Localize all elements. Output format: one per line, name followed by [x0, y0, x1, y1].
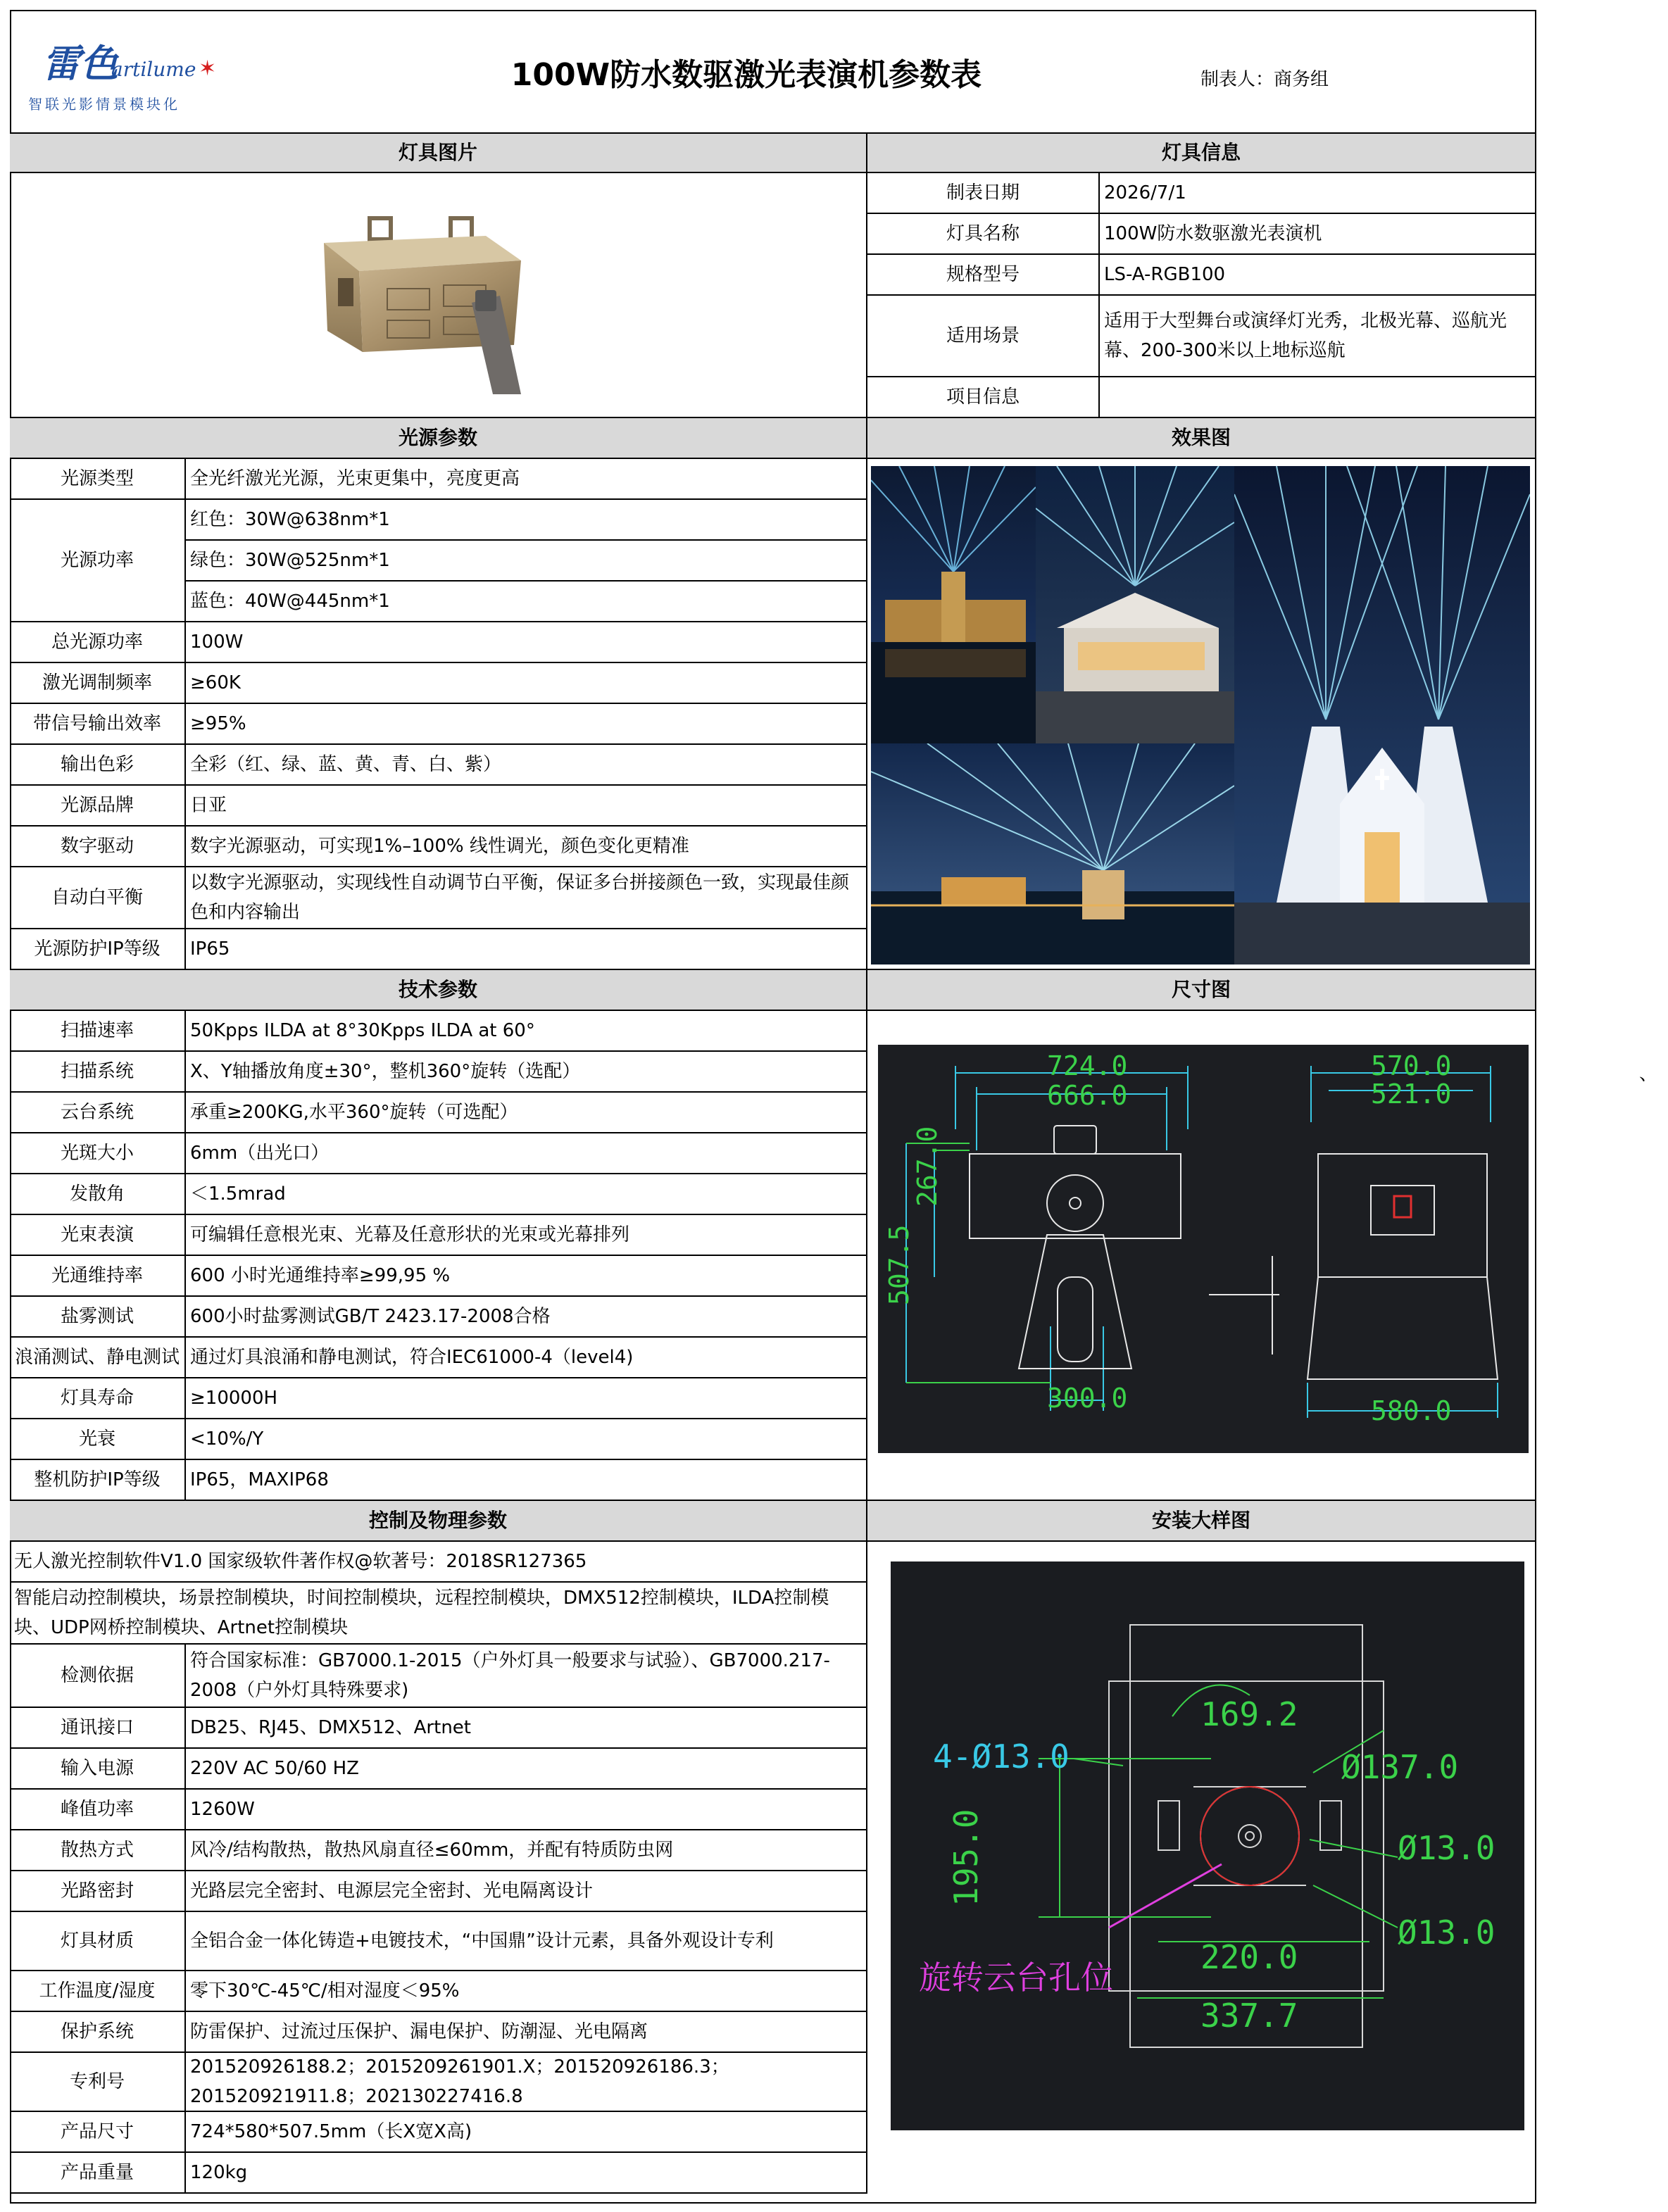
install-drawing: [891, 1561, 1524, 2130]
control-value: 120kg: [186, 2153, 867, 2194]
control-value: 201520926188.2；2015209261901.X；201520926186.3；201520921911.8；202130227416.8: [186, 2053, 867, 2112]
dim-label: 724.0: [1047, 1050, 1128, 1081]
control-label: 专利号: [10, 2053, 186, 2112]
control-value: 光路层完全密封、电源层完全密封、光电隔离设计: [186, 1871, 867, 1912]
tech-value: <10%/Y: [186, 1419, 867, 1460]
tech-label: 浪涌测试、静电测试: [10, 1338, 186, 1378]
info-value: 2026/7/1: [1100, 173, 1536, 214]
section-header: 尺寸图: [867, 970, 1536, 1011]
light-value: 100W: [186, 622, 867, 663]
tech-value: 可编辑任意根光束、光幕及任意形状的光束或光幕排列: [186, 1215, 867, 1256]
control-label: 产品重量: [10, 2153, 186, 2194]
light-label: 输出色彩: [10, 745, 186, 786]
tech-label: 盐雾测试: [10, 1297, 186, 1338]
tech-label: 光斑大小: [10, 1133, 186, 1174]
control-value: 风冷/结构散热，散热风扇直径≤60mm，并配有特质防虫网: [186, 1830, 867, 1871]
light-label: 总光源功率: [10, 622, 186, 663]
light-value: 全光纤激光光源，光束更集中，亮度更高: [186, 459, 867, 500]
header-box: [10, 10, 1536, 134]
light-label: 光源品牌: [10, 786, 186, 827]
info-label: 规格型号: [867, 255, 1100, 296]
light-label: 带信号输出效率: [10, 704, 186, 745]
info-label: 适用场景: [867, 296, 1100, 377]
effect-photo-bridge: [871, 743, 1234, 964]
tech-value: 600 小时光通维持率≥99,95 %: [186, 1256, 867, 1297]
tech-label: 光通维持率: [10, 1256, 186, 1297]
light-value: 红色：30W@638nm*1: [186, 500, 867, 541]
section-header: 效果图: [867, 418, 1536, 459]
logo-cn: 雷色: [42, 41, 118, 86]
install-label: 4-Ø13.0: [933, 1737, 1070, 1776]
light-label: 光源类型: [10, 459, 186, 500]
tech-value: 通过灯具浪涌和静电测试，符合IEC61000-4（level4): [186, 1338, 867, 1378]
install-label: 337.7: [1200, 1997, 1298, 2035]
info-value: LS-A-RGB100: [1100, 255, 1536, 296]
control-label: 检测依据: [10, 1645, 186, 1708]
control-label: 工作温度/湿度: [10, 1971, 186, 2012]
tech-label: 灯具寿命: [10, 1378, 186, 1419]
maker-label: 制表人：商务组: [1200, 69, 1329, 90]
light-value: 蓝色：40W@445nm*1: [186, 582, 867, 622]
lamp-product-image: [310, 211, 542, 401]
dim-label: 570.0: [1371, 1050, 1452, 1081]
control-label: 输入电源: [10, 1749, 186, 1790]
control-label: 产品尺寸: [10, 2112, 186, 2153]
dim-label: 507.5: [884, 1224, 915, 1305]
effect-photo-castle: [871, 466, 1036, 743]
page-title: 100W防水数驱激光表演机参数表: [510, 57, 982, 93]
dim-label: 300.0: [1047, 1383, 1128, 1414]
info-label: 项目信息: [867, 377, 1100, 418]
stray-mark: 、: [1639, 1064, 1658, 1085]
info-value: 100W防水数驱激光表演机: [1100, 214, 1536, 255]
dim-label: 580.0: [1371, 1395, 1452, 1426]
dim-label: 267.0: [912, 1126, 943, 1207]
install-label: 169.2: [1200, 1695, 1298, 1733]
light-value: 数字光源驱动，可实现1%–100% 线性调光，颜色变化更精准: [186, 827, 867, 867]
section-header: 安装大样图: [867, 1501, 1536, 1542]
control-value: DB25、RJ45、DMX512、Artnet: [186, 1708, 867, 1749]
light-label: 光源防护IP等级: [10, 929, 186, 970]
install-label: Ø13.0: [1398, 1913, 1495, 1952]
effect-photo-building: [1036, 466, 1234, 743]
dim-label: 666.0: [1047, 1080, 1128, 1111]
tech-value: 6mm（出光口）: [186, 1133, 867, 1174]
tech-value: 承重≥200KG,水平360°旋转（可选配）: [186, 1093, 867, 1133]
control-value: 1260W: [186, 1790, 867, 1830]
section-header: 灯具信息: [867, 134, 1536, 173]
light-label: 数字驱动: [10, 827, 186, 867]
control-label: 光路密封: [10, 1871, 186, 1912]
light-value: 日亚: [186, 786, 867, 827]
info-label: 制表日期: [867, 173, 1100, 214]
light-value: 全彩（红、绿、蓝、黄、青、白、紫）: [186, 745, 867, 786]
logo-en: artilume: [111, 58, 196, 81]
section-header: 光源参数: [10, 418, 867, 459]
logo-star-icon: ✶: [199, 56, 217, 81]
tech-value: ＜1.5mrad: [186, 1174, 867, 1215]
install-label: 220.0: [1200, 1938, 1298, 1976]
section-header: 控制及物理参数: [10, 1501, 867, 1542]
light-value: 以数字光源驱动，实现线性自动调节白平衡，保证多台拼接颜色一致，实现最佳颜色和内容输出: [186, 867, 867, 929]
tech-label: 发散角: [10, 1174, 186, 1215]
light-label: 激光调制频率: [10, 663, 186, 704]
info-value: [1100, 377, 1536, 418]
install-label: 195.0: [947, 1809, 985, 1906]
control-value: 防雷保护、过流过压保护、漏电保护、防潮湿、光电隔离: [186, 2012, 867, 2053]
tech-label: 光束表演: [10, 1215, 186, 1256]
logo-slogan: 智联光影情景模块化: [28, 96, 180, 113]
control-label: 散热方式: [10, 1830, 186, 1871]
tech-value: IP65，MAXIP68: [186, 1460, 867, 1501]
control-label: 灯具材质: [10, 1912, 186, 1971]
control-value: 零下30℃-45℃/相对湿度＜95%: [186, 1971, 867, 2012]
light-value: ≥95%: [186, 704, 867, 745]
tech-label: 扫描速率: [10, 1011, 186, 1052]
tech-value: ≥10000H: [186, 1378, 867, 1419]
install-label: Ø137.0: [1341, 1748, 1459, 1786]
control-label: 保护系统: [10, 2012, 186, 2053]
control-value: 符合国家标准：GB7000.1-2015（户外灯具一般要求与试验）、GB7000.217-2008（户外灯具特殊要求): [186, 1645, 867, 1708]
light-label: 光源功率: [10, 500, 186, 622]
section-header: 灯具图片: [10, 134, 867, 173]
light-value: 绿色：30W@525nm*1: [186, 541, 867, 582]
control-line: 智能启动控制模块，场景控制模块，时间控制模块，远程控制模块，DMX512控制模块，ILDA控制模块、UDP网桥控制模块、Artnet控制模块: [10, 1583, 867, 1645]
dimension-drawing: [878, 1045, 1529, 1453]
dim-label: 521.0: [1371, 1079, 1452, 1110]
light-value: ≥60K: [186, 663, 867, 704]
effect-photo-church: [1234, 466, 1530, 964]
tech-label: 云台系统: [10, 1093, 186, 1133]
install-label: Ø13.0: [1398, 1829, 1495, 1867]
install-note: 旋转云台孔位: [919, 1959, 1113, 1997]
tech-label: 光衰: [10, 1419, 186, 1460]
tech-value: X、Y轴播放角度±30°，整机360°旋转（选配）: [186, 1052, 867, 1093]
tech-label: 整机防护IP等级: [10, 1460, 186, 1501]
tech-value: 600小时盐雾测试GB/T 2423.17-2008合格: [186, 1297, 867, 1338]
control-label: 通讯接口: [10, 1708, 186, 1749]
control-line: 无人激光控制软件V1.0 国家级软件著作权@软著号：2018SR127365: [10, 1542, 867, 1583]
control-label: 峰值功率: [10, 1790, 186, 1830]
tech-value: 50Kpps ILDA at 8°30Kpps ILDA at 60°: [186, 1011, 867, 1052]
tech-label: 扫描系统: [10, 1052, 186, 1093]
control-value: 全铝合金一体化铸造+电镀技术，“中国鼎”设计元素，具备外观设计专利: [186, 1912, 867, 1971]
control-value: 220V AC 50/60 HZ: [186, 1749, 867, 1790]
light-label: 自动白平衡: [10, 867, 186, 929]
info-label: 灯具名称: [867, 214, 1100, 255]
light-value: IP65: [186, 929, 867, 970]
control-value: 724*580*507.5mm（长X宽X高): [186, 2112, 867, 2153]
section-header: 技术参数: [10, 970, 867, 1011]
info-value: 适用于大型舞台或演绎灯光秀，北极光幕、巡航光幕、200-300米以上地标巡航: [1100, 296, 1536, 377]
